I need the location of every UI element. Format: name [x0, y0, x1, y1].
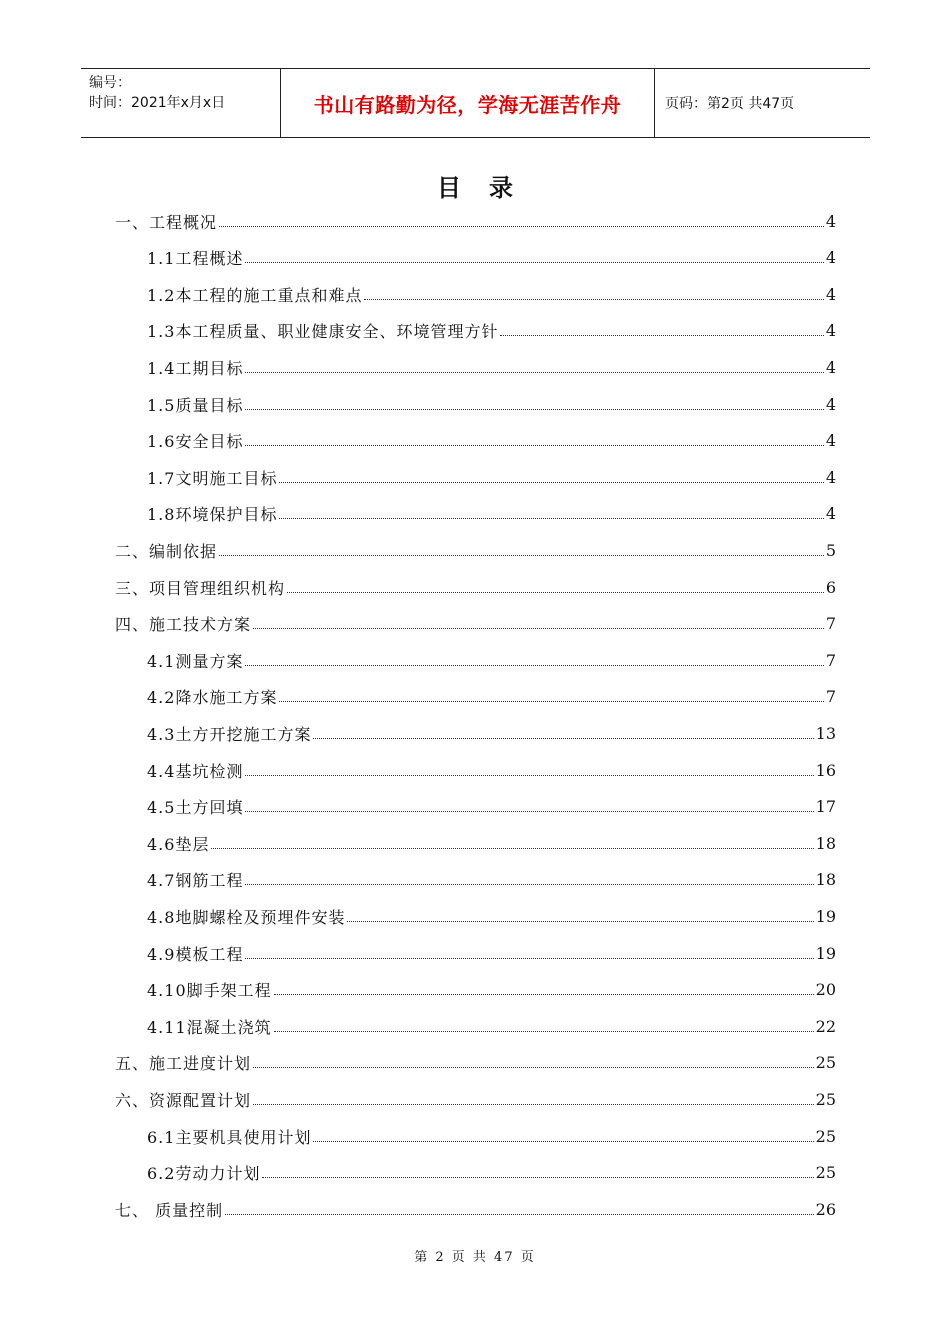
toc-entry[interactable]: [115, 1045, 836, 1081]
toc-entry-title: 三、项目管理组织机构: [115, 578, 286, 598]
page-header: [81, 68, 870, 138]
toc-entry[interactable]: [115, 1191, 836, 1227]
toc-entry-title: 1.6安全目标: [147, 432, 244, 452]
toc-entry-page: 4: [825, 394, 836, 414]
toc-entry-page: 5: [825, 540, 836, 560]
toc-leader-dots: [245, 775, 813, 776]
toc-leader-dots: [313, 1141, 813, 1142]
toc-entry[interactable]: [147, 935, 836, 971]
toc-entry-page: 19: [815, 943, 836, 963]
toc-entry[interactable]: [115, 532, 836, 568]
toc-title: 目录: [437, 174, 541, 202]
toc-entry-page: 16: [815, 760, 836, 780]
toc-entry-page: 25: [815, 1089, 836, 1109]
toc-entry-title: 4.8地脚螺栓及预埋件安装: [147, 907, 346, 927]
toc-entry-title: 4.3土方开挖施工方案: [147, 724, 312, 744]
toc-leader-dots: [225, 1214, 814, 1215]
date-label: 时间：2021年x月x日: [89, 95, 226, 111]
toc-leader-dots: [211, 848, 813, 849]
toc-entry-page: 17: [815, 797, 836, 817]
toc-entry-page: 26: [815, 1199, 836, 1219]
toc-entry[interactable]: [147, 898, 836, 934]
toc-entry-page: 4: [825, 357, 836, 377]
toc-entry-title: 1.8环境保护目标: [147, 505, 278, 525]
toc-entry-page: 4: [825, 211, 836, 231]
toc-entry[interactable]: [115, 1081, 836, 1117]
motto: 书山有路勤为径，学海无涯苦作舟: [313, 92, 622, 117]
toc-entry-title: 一、工程概况: [115, 212, 218, 232]
toc-entry[interactable]: [115, 569, 836, 605]
toc-entry[interactable]: [147, 386, 836, 422]
toc-entry-title: 4.4基坑检测: [147, 761, 244, 781]
toc-entry[interactable]: [115, 203, 836, 239]
toc-leader-dots: [245, 262, 823, 263]
toc-entry[interactable]: [147, 789, 836, 825]
toc-entry[interactable]: [115, 606, 836, 642]
toc-leader-dots: [274, 994, 814, 995]
toc-entry[interactable]: [147, 423, 836, 459]
toc-leader-dots: [262, 1177, 813, 1178]
toc-entry-page: 4: [825, 431, 836, 451]
toc-entry-title: 6.2劳动力计划: [147, 1164, 261, 1184]
toc-entry[interactable]: [147, 972, 836, 1008]
toc-leader-dots: [253, 1104, 814, 1105]
toc-leader-dots: [245, 445, 823, 446]
toc-entry-title: 五、施工进度计划: [115, 1054, 252, 1074]
toc-entry-page: 18: [815, 870, 836, 890]
toc-entry-page: 4: [825, 504, 836, 524]
toc-leader-dots: [219, 555, 824, 556]
toc-entry[interactable]: [147, 240, 836, 276]
toc-entry-title: 1.3本工程质量、职业健康安全、环境管理方针: [147, 322, 499, 342]
toc-entry-page: 4: [825, 321, 836, 341]
toc-entry-page: 18: [815, 833, 836, 853]
toc-entry-page: 19: [815, 906, 836, 926]
toc-entry-title: 4.2降水施工方案: [147, 688, 278, 708]
page-footer: 第 2 页 共 47 页: [414, 1250, 536, 1265]
toc-entry[interactable]: [147, 349, 836, 385]
toc-leader-dots: [245, 884, 813, 885]
toc-entry-title: 4.11混凝土浇筑: [147, 1017, 272, 1037]
toc-entry-title: 1.7文明施工目标: [147, 468, 278, 488]
toc-entry-page: 25: [815, 1163, 836, 1183]
toc-leader-dots: [313, 738, 813, 739]
toc-leader-dots: [364, 299, 823, 300]
toc-leader-dots: [287, 592, 824, 593]
page-info: 页码：第2页 共47页: [665, 96, 795, 112]
toc-entry-title: 二、编制依据: [115, 541, 218, 561]
toc-entry-title: 1.4工期目标: [147, 358, 244, 378]
toc-entry[interactable]: [147, 642, 836, 678]
toc-entry-page: 4: [825, 467, 836, 487]
toc-entry-title: 4.6垫层: [147, 834, 210, 854]
toc-entry-title: 四、施工技术方案: [115, 615, 252, 635]
header-page-info-cell: [655, 69, 870, 137]
toc-entry[interactable]: [147, 862, 836, 898]
toc-entry[interactable]: [147, 752, 836, 788]
toc-leader-dots: [279, 482, 823, 483]
toc-entry-title: 七、 质量控制: [115, 1200, 224, 1220]
toc-entry-page: 7: [825, 650, 836, 670]
toc-entry[interactable]: [147, 313, 836, 349]
toc-leader-dots: [253, 628, 824, 629]
toc-entry-title: 4.9模板工程: [147, 944, 244, 964]
toc-leader-dots: [500, 335, 823, 336]
toc-entry-page: 22: [815, 1016, 836, 1036]
toc-entry[interactable]: [147, 1008, 836, 1044]
toc-entry-page: 4: [825, 248, 836, 268]
toc-entry-page: 7: [825, 614, 836, 634]
toc-entry-page: 25: [815, 1053, 836, 1073]
toc-leader-dots: [245, 372, 823, 373]
toc-leader-dots: [245, 811, 813, 812]
toc-leader-dots: [274, 1031, 814, 1032]
toc-entry[interactable]: [147, 715, 836, 751]
toc-entry-title: 4.1测量方案: [147, 651, 244, 671]
toc-leader-dots: [347, 921, 813, 922]
toc-leader-dots: [219, 226, 824, 227]
toc-leader-dots: [245, 958, 813, 959]
toc-entry[interactable]: [147, 496, 836, 532]
toc-leader-dots: [253, 1067, 814, 1068]
toc-entry-page: 6: [825, 577, 836, 597]
toc-entry-page: 13: [815, 723, 836, 743]
toc-entry-page: 7: [825, 687, 836, 707]
toc-entry-page: 25: [815, 1126, 836, 1146]
header-motto-cell: [281, 69, 655, 137]
toc-entry-title: 4.5土方回填: [147, 798, 244, 818]
toc-leader-dots: [245, 409, 823, 410]
code-label: 编号：: [89, 75, 131, 91]
toc-leader-dots: [245, 665, 823, 666]
toc-entry-title: 六、资源配置计划: [115, 1090, 252, 1110]
toc-entry-page: 20: [815, 980, 836, 1000]
toc-entry-title: 1.2本工程的施工重点和难点: [147, 285, 363, 305]
toc-entry[interactable]: [147, 1118, 836, 1154]
toc-entry[interactable]: [147, 679, 836, 715]
toc-entry-page: 4: [825, 284, 836, 304]
header-meta: [81, 69, 281, 137]
toc-entry-title: 4.7钢筋工程: [147, 871, 244, 891]
toc-entry[interactable]: [147, 1155, 836, 1191]
toc-entry[interactable]: [147, 459, 836, 495]
toc-leader-dots: [279, 701, 823, 702]
toc-entry-title: 6.1主要机具使用计划: [147, 1127, 312, 1147]
toc-entry-title: 1.1工程概述: [147, 249, 244, 269]
toc-entry-title: 1.5质量目标: [147, 395, 244, 415]
toc-leader-dots: [279, 518, 823, 519]
toc-entry[interactable]: [147, 276, 836, 312]
toc-entry-title: 4.10脚手架工程: [147, 981, 272, 1001]
toc-entry[interactable]: [147, 825, 836, 861]
